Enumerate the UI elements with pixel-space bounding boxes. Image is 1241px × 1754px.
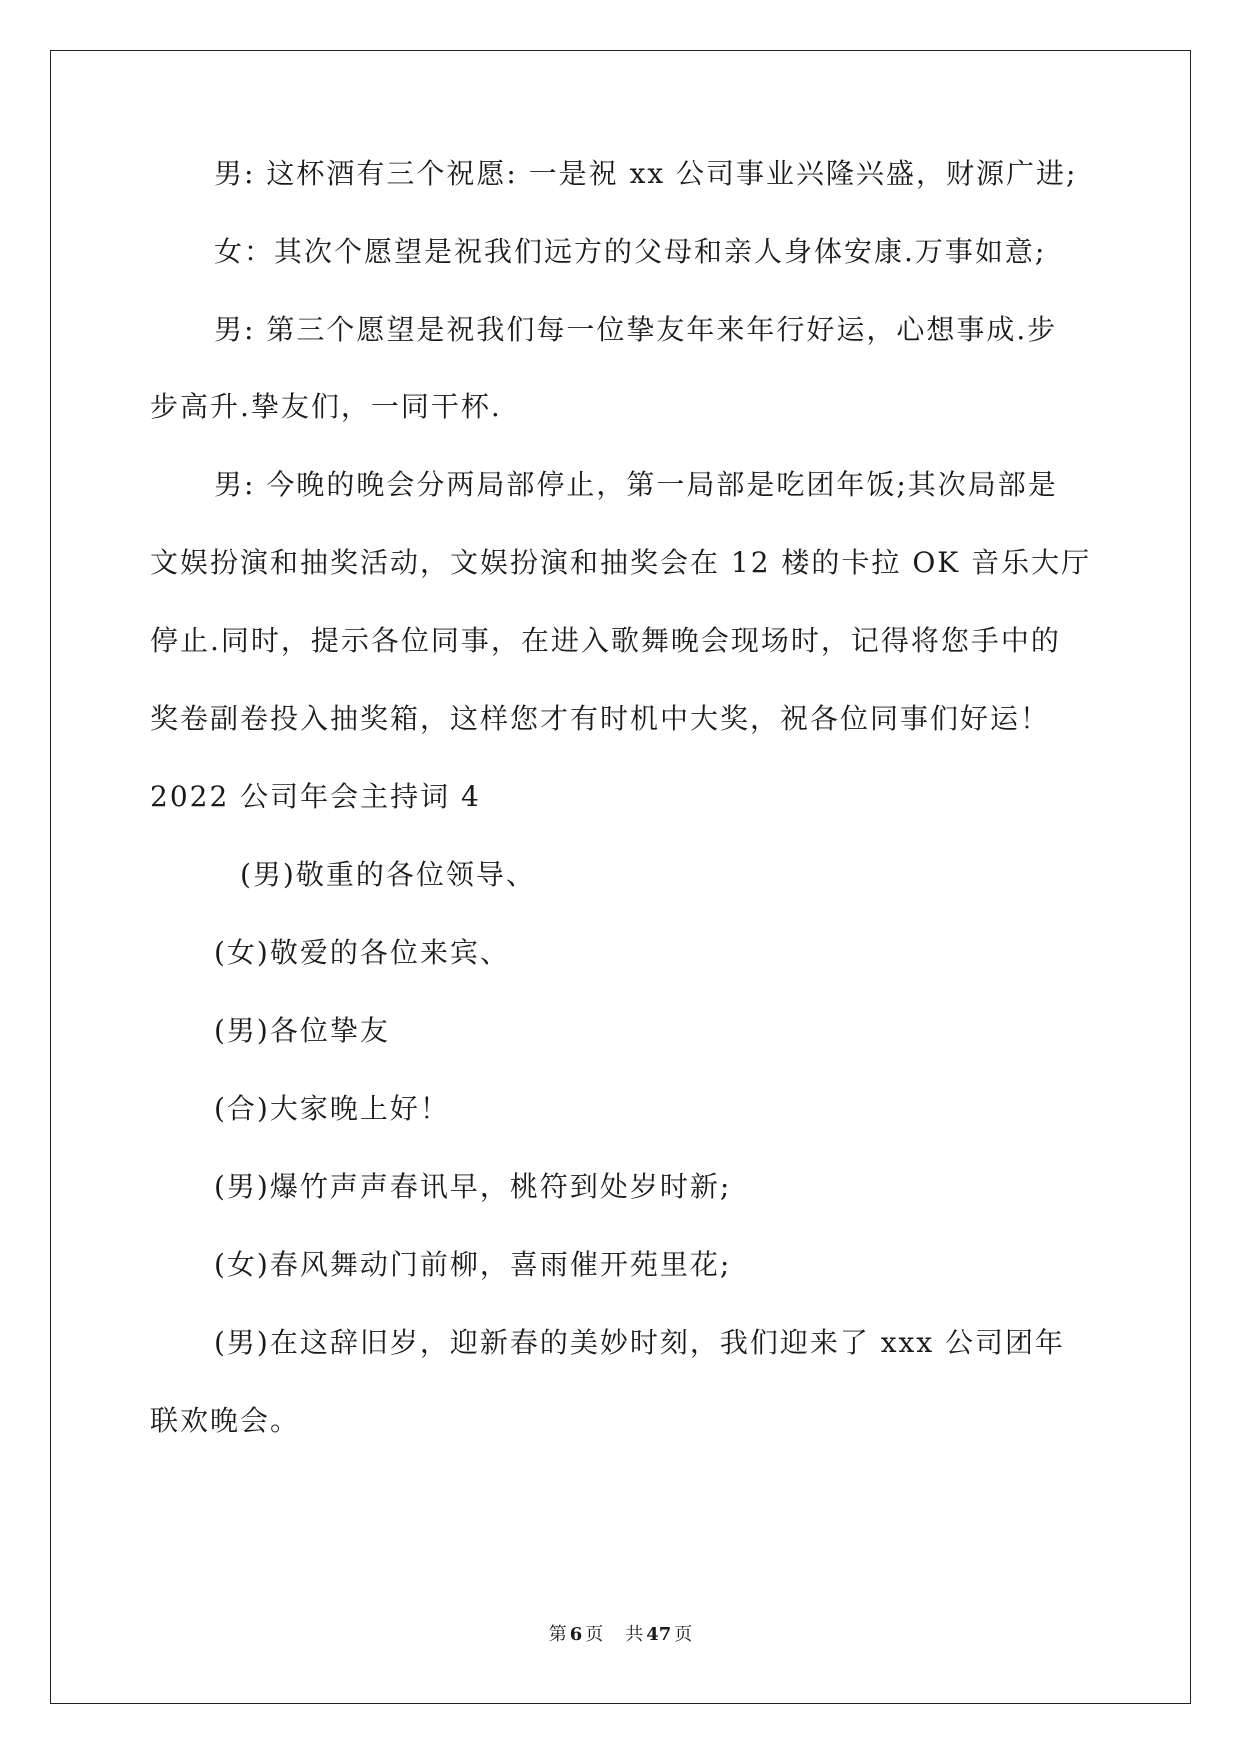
paragraph-line: (男)敬重的各位领导、 xyxy=(240,858,536,891)
paragraph-line: (男)在这辞旧岁，迎新春的美妙时刻，我们迎来了 xxx 公司团年 xyxy=(214,1326,1066,1359)
footer-total-suffix: 页 xyxy=(674,1624,693,1645)
paragraph-line: 男: 第三个愿望是祝我们每一位挚友年来年行好运，心想事成.步 xyxy=(214,313,1058,346)
page-border xyxy=(50,50,1191,1704)
paragraph-line: (男)爆竹声声春讯早，桃符到处岁时新; xyxy=(214,1170,732,1203)
paragraph-line: 奖卷副卷投入抽奖箱，这样您才有时机中大奖，祝各位同事们好运！ xyxy=(150,702,1051,735)
paragraph-line: 男: 这杯酒有三个祝愿: 一是祝 xx 公司事业兴隆兴盛，财源广进; xyxy=(214,157,1078,190)
section-heading: 2022 公司年会主持词 4 xyxy=(150,780,481,813)
paragraph-line: 女：其次个愿望是祝我们远方的父母和亲人身体安康.万事如意; xyxy=(214,235,1047,268)
paragraph-line: 联欢晚会。 xyxy=(150,1404,301,1437)
paragraph-line: (女)敬爱的各位来宾、 xyxy=(214,936,510,969)
paragraph-line: (男)各位挚友 xyxy=(214,1014,390,1047)
paragraph-line: (合)大家晚上好！ xyxy=(214,1092,450,1125)
footer-prefix: 第 xyxy=(548,1624,567,1645)
paragraph-line: 步高升.挚友们，一同干杯. xyxy=(150,390,502,423)
page-footer xyxy=(0,1620,1241,1646)
current-page-number: 6 xyxy=(569,1624,583,1645)
footer-total-prefix: 共 xyxy=(625,1624,644,1645)
paragraph-line: (女)春风舞动门前柳，喜雨催开苑里花; xyxy=(214,1248,732,1281)
paragraph-line: 男: 今晚的晚会分两局部停止，第一局部是吃团年饭;其次局部是 xyxy=(214,468,1058,501)
paragraph-line: 停止.同时，提示各位同事，在进入歌舞晚会现场时，记得将您手中的 xyxy=(150,624,1061,657)
footer-page-suffix: 页 xyxy=(585,1624,604,1645)
total-pages-number: 47 xyxy=(646,1624,672,1645)
paragraph-line: 文娱扮演和抽奖活动，文娱扮演和抽奖会在 12 楼的卡拉 OK 音乐大厅 xyxy=(150,546,1092,579)
